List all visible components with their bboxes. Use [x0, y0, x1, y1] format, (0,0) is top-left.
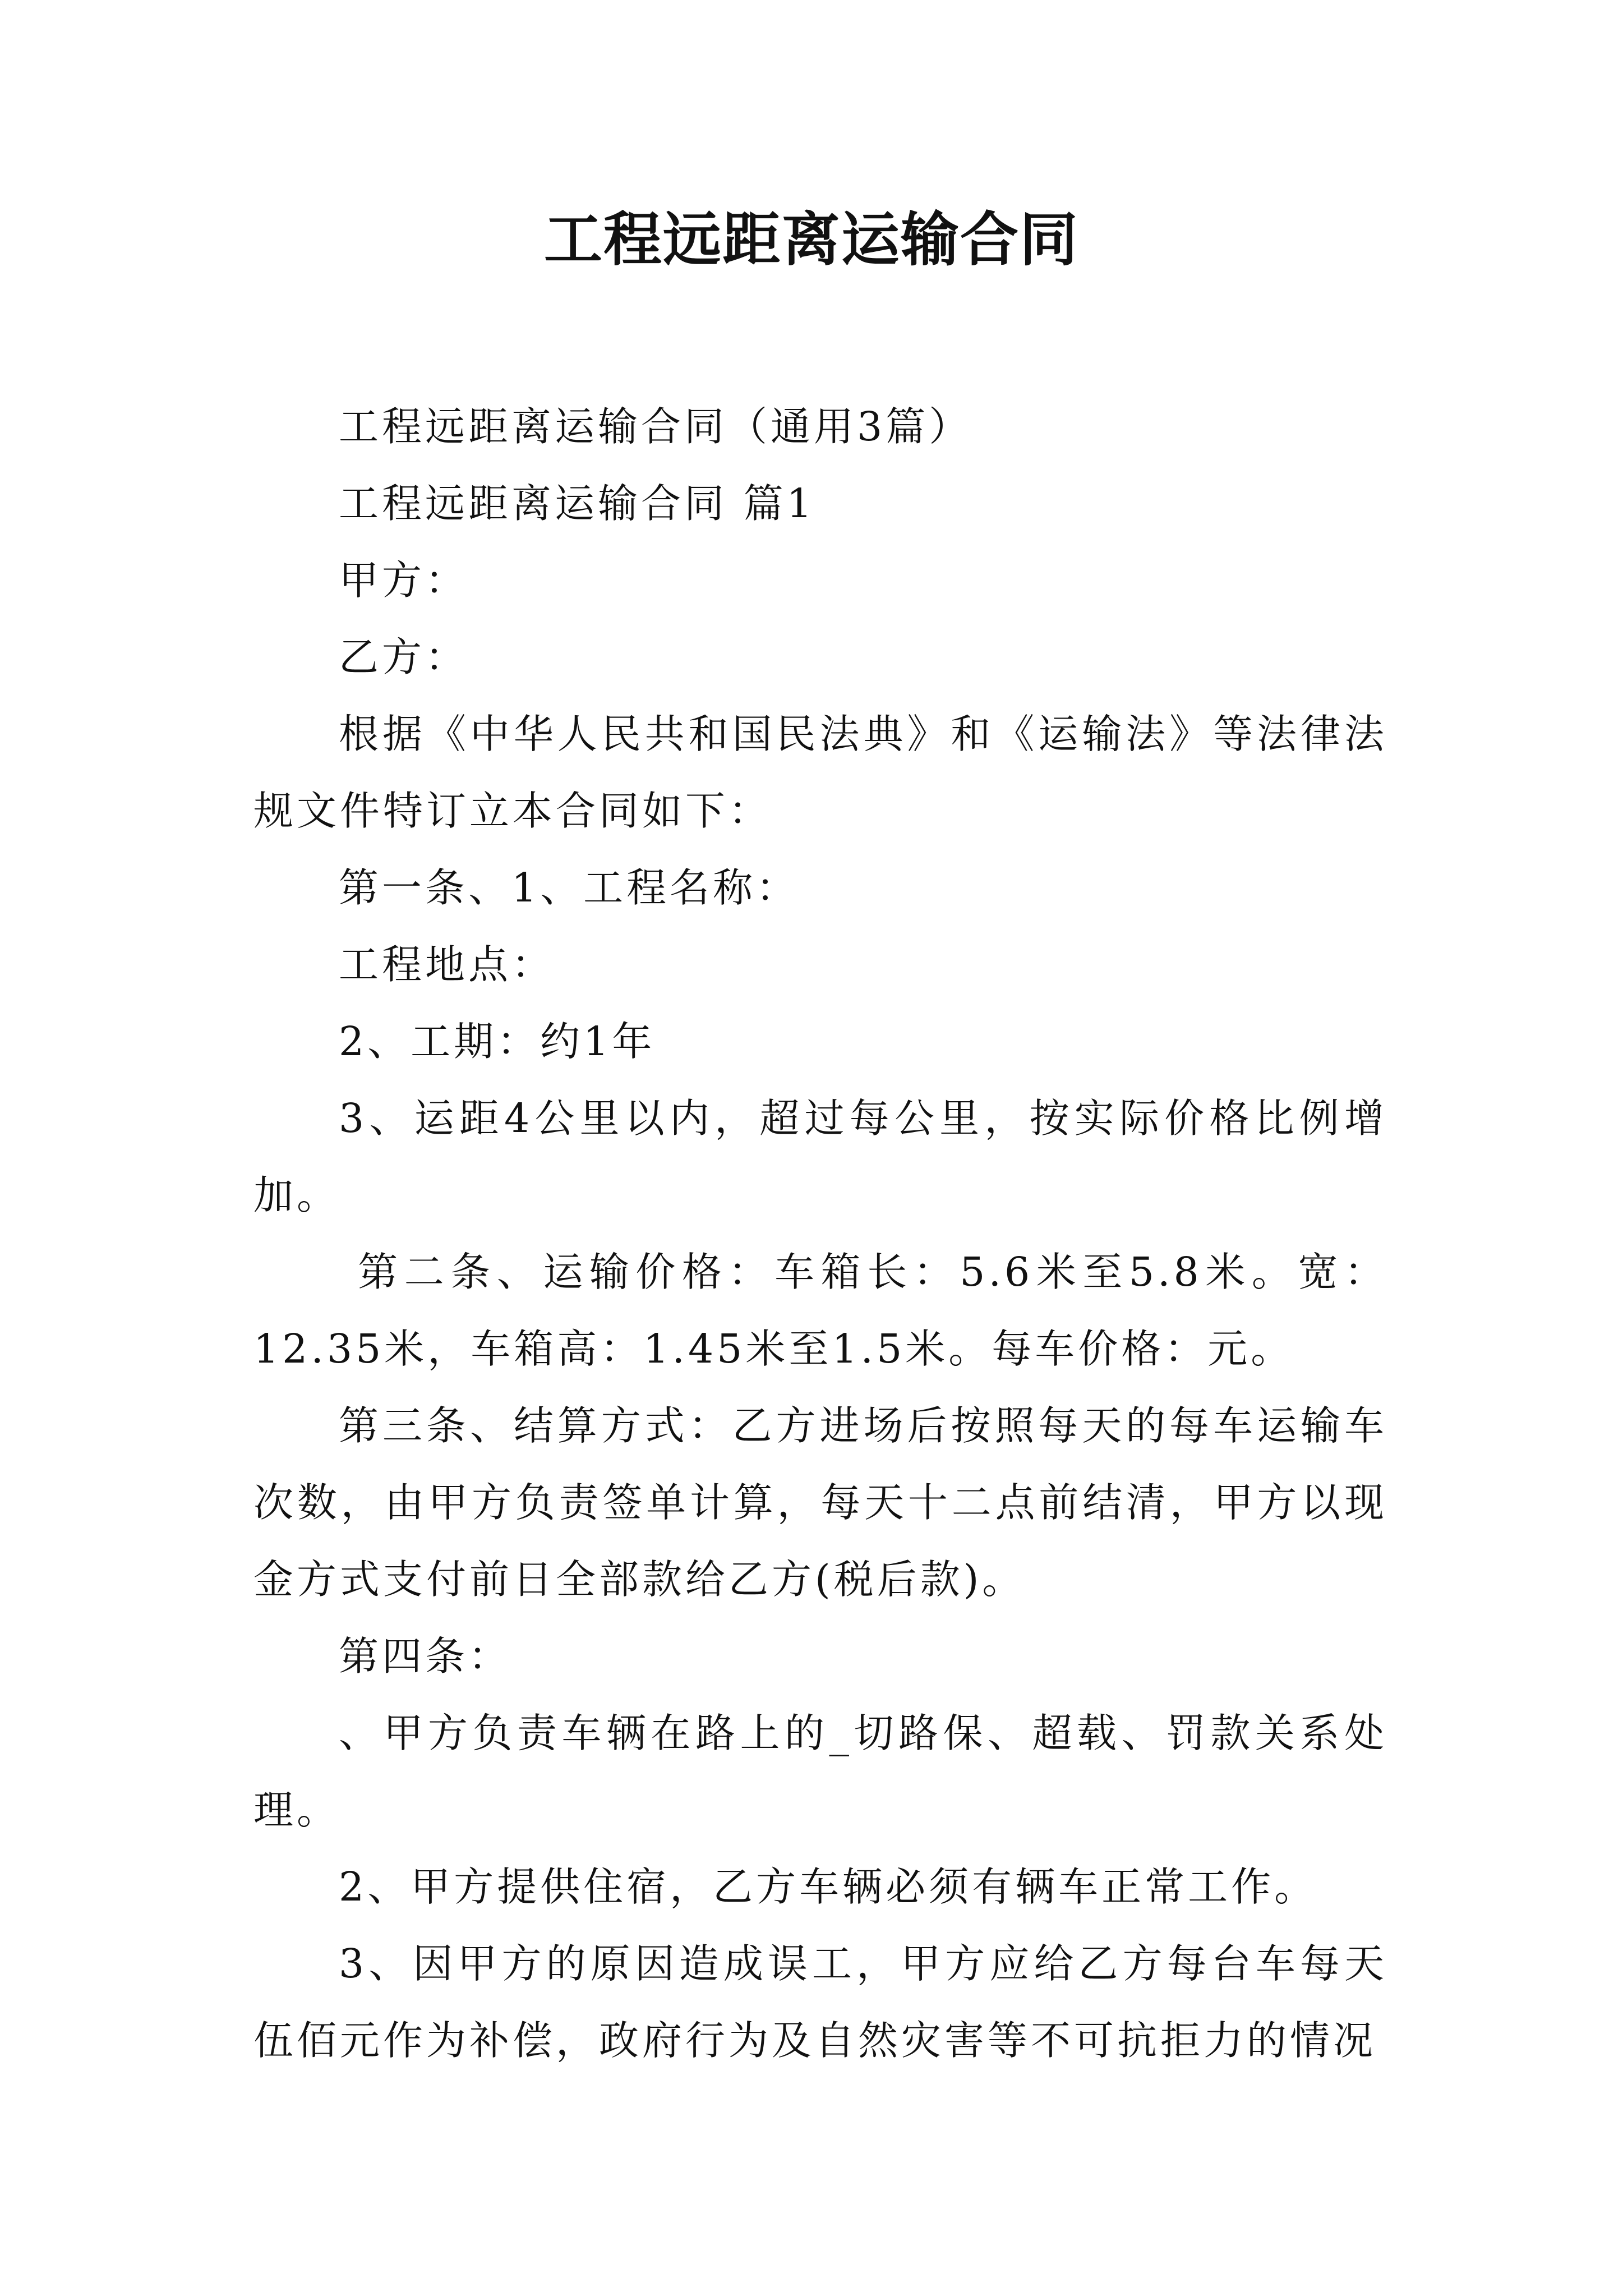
paragraph-part-heading: 工程远距离运输合同 篇1	[339, 480, 815, 527]
paragraph-party-b: 乙方：	[339, 634, 469, 680]
paragraph-legal-basis: 根据《中华人民共和国民法典》和《运输法》等法律法规文件特订立本合同如下：	[253, 711, 1387, 834]
paragraph-article-4-heading: 第四条：	[339, 1633, 512, 1680]
paragraph-article-4-item-1: 、甲方负责车辆在路上的_切路保、超载、罚款关系处理。	[253, 1710, 1387, 1833]
document-body	[253, 388, 1387, 2079]
paragraph-article-1-location: 工程地点：	[339, 941, 555, 988]
paragraph-article-4-item-2: 2、甲方提供住宿，乙方车辆必须有辆车正常工作。	[339, 1864, 1318, 1910]
paragraph-party-a: 甲方：	[339, 557, 469, 604]
paragraph-article-4-item-3: 3、因甲方的原因造成误工，甲方应给乙方每台车每天伍佰元作为补偿，政府行为及自然灾害等不可抗拒力的情况	[253, 1940, 1387, 2064]
paragraph-article-2-price: 第二条、运输价格：车箱长：5.6米至5.8米。宽：12.35米，车箱高：1.45米至1.5米。每车价格：元。	[253, 1249, 1387, 1372]
document-title: 工程远距离运输合同	[543, 205, 1079, 274]
paragraph-article-1-distance: 3、运距4公里以内，超过每公里，按实际价格比例增加。	[253, 1095, 1387, 1218]
paragraph-article-3-settlement: 第三条、结算方式：乙方进场后按照每天的每车运输车次数，由甲方负责签单计算，每天十二点前结清，甲方以现金方式支付前日全部款给乙方(税后款)。	[253, 1402, 1387, 1603]
paragraph-subtitle: 工程远距离运输合同（通用3篇）	[339, 403, 972, 450]
paragraph-article-1-duration: 2、工期：约1年	[339, 1018, 656, 1065]
paragraph-article-1-name: 第一条、1、工程名称：	[339, 864, 800, 911]
